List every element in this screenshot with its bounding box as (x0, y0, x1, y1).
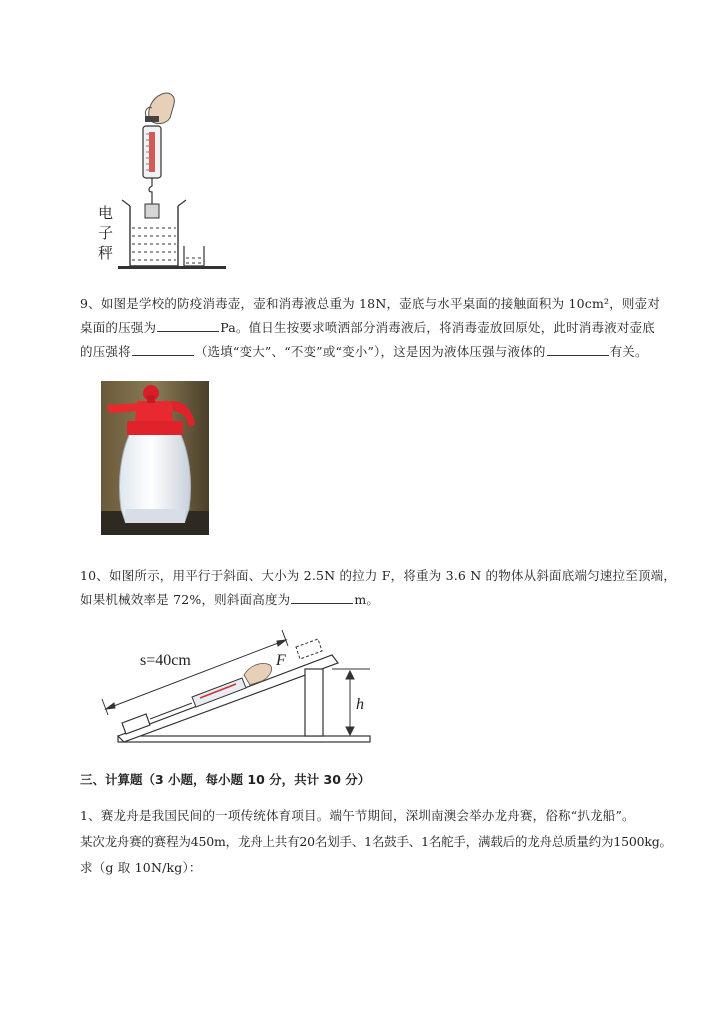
sprayer-photo (101, 381, 209, 535)
distance-label: s=40cm (140, 652, 191, 669)
spring-scale (143, 126, 161, 218)
spring-scale-figure (96, 88, 236, 273)
c1-line-2: 某次龙舟赛的赛程为450m，龙舟上共有20名划手、1名鼓手、1名舵手，满载后的龙舟总质量约为1500kg。 (80, 834, 672, 849)
q9-text: 的压强将 (80, 344, 131, 359)
hand-icon (145, 93, 174, 124)
q10-line-2 (80, 590, 379, 608)
scale-label-char: 秤 (98, 244, 114, 262)
force-label: F (276, 652, 286, 669)
answer-blank[interactable] (547, 343, 609, 356)
q9-text: （选填“变大”、“不变”或“变小”），这是因为液体压强与液体的 (194, 344, 546, 359)
c1-line-3: 求（g 取 10N/kg）： (80, 860, 202, 875)
incline-base (118, 736, 370, 742)
incline-figure (100, 625, 380, 750)
scale-label-char: 电 (98, 204, 114, 222)
q9-line-1: 9、如图是学校的防疫消毒壶，壶和消毒液总重为 18N，壶底与水平桌面的接触面积为 10cm²，则壶对 (80, 296, 661, 311)
q10-text: 如果机械效率是 72%，则斜面高度为 (80, 592, 291, 607)
answer-blank[interactable] (157, 319, 219, 332)
small-beaker (184, 246, 204, 266)
q9-line-3 (80, 342, 648, 360)
q9-text: Pa。值日生按要求喷洒部分消毒液后，将消毒壶放回原处，此时消毒液对壶底 (220, 320, 656, 335)
answer-blank[interactable] (132, 343, 194, 356)
q9-text: 有关。 (609, 344, 648, 359)
block-dashed (296, 639, 322, 659)
answer-blank[interactable] (291, 591, 353, 604)
height-arrow (332, 669, 370, 735)
scale-base (118, 266, 226, 269)
q10-text: m。 (354, 592, 380, 607)
slope-support (305, 669, 323, 736)
scale-label-char: 子 (98, 224, 114, 242)
q9-text: 桌面的压强为 (80, 320, 157, 335)
section-title: 三、计算题（3 小题，每小题 10 分，共计 30 分） (80, 772, 371, 787)
c1-line-1: 1、赛龙舟是我国民间的一项传统体育项目。端午节期间，深圳南澳会举办龙舟赛，俗称“扒龙船”。 (80, 808, 635, 823)
height-label: h (356, 696, 364, 713)
q10-line-1: 10、如图所示，用平行于斜面、大小为 2.5N 的拉力 F，将重为 3.6 N 的物体从斜面底端匀速拉至顶端， (80, 568, 677, 583)
q9-line-2 (80, 318, 655, 336)
